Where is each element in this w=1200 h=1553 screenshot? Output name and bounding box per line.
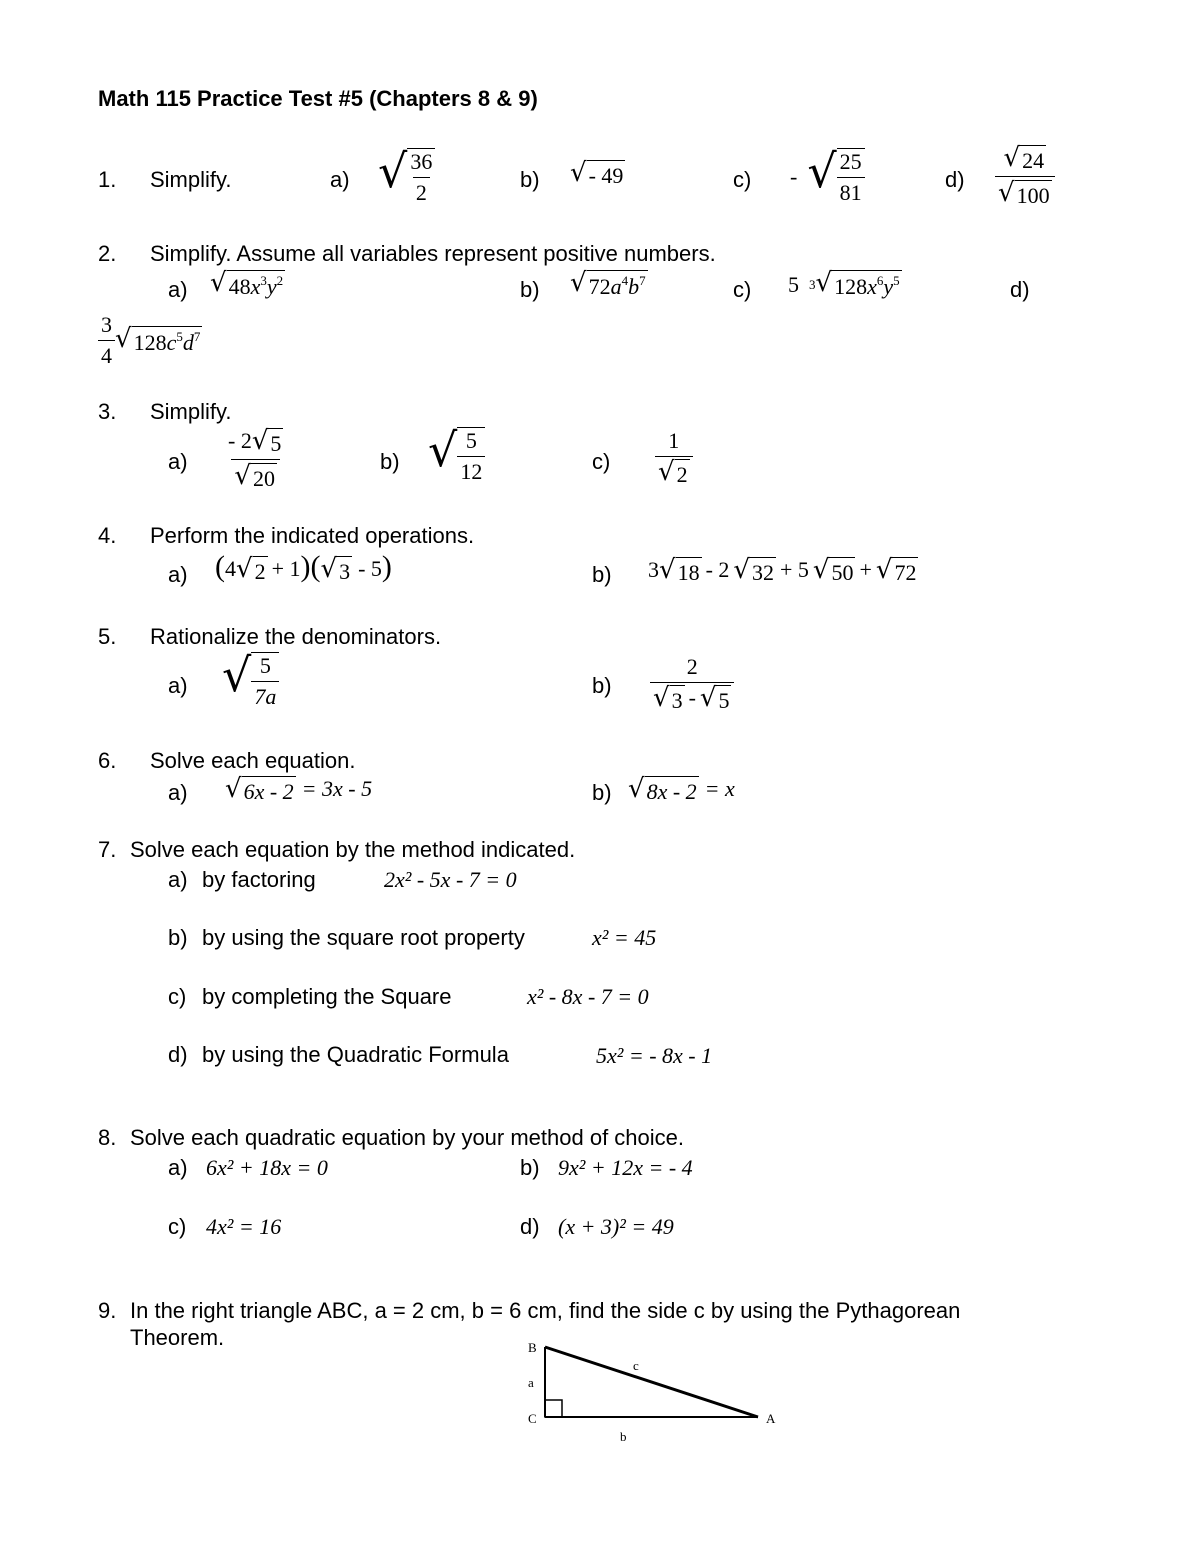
part-label: d) [1010,277,1030,302]
vertex-label-a: A [766,1411,776,1426]
question-number: 3. [98,399,117,424]
question-number: 4. [98,523,117,548]
expression-2d: $\frac{3}{4}$ √ $128c^5d^7$ [98,312,202,369]
expression-3b: √ $\frac{5}{12}$ [428,427,485,485]
expression-1c: - √ $\frac{25}{81}$ [790,148,865,206]
vertex-label-c: C [528,1411,537,1426]
method-label: by completing the Square [202,984,452,1009]
part-label: a) [168,1155,188,1180]
part-label: b) [520,167,540,192]
vertex-label-b: B [528,1340,537,1355]
question-number: 9. [98,1298,117,1323]
expression-1b: √ - 49 [570,158,624,189]
question-number: 5. [98,624,117,649]
expression-5a: √ $\frac{5}{7a}$ [222,652,279,710]
part-label: a) [168,780,188,805]
expression-2c: 5 3 √ $128x^6y^5$ [788,268,900,299]
part-label: b) [592,780,612,805]
side-c [545,1347,758,1417]
part-label: b) [520,277,540,302]
part-label: a) [168,277,188,302]
part-label: b) [380,449,400,474]
part-label: b) [592,673,612,698]
side-label-b: b [620,1429,627,1444]
part-label: c) [733,277,752,302]
page-title: Math 115 Practice Test #5 (Chapters 8 & 9) [98,86,538,111]
expression-2b: √ $72a^4b^7$ [570,268,646,299]
part-label: c) [733,167,752,192]
expression-3a: - 2 √ 5 √ 20 [228,426,282,491]
equation-8b: 9x² + 12x = - 4 [558,1155,693,1180]
part-label: c) [168,1214,187,1239]
question-prompt: Solve each equation by the method indicated. [130,837,576,862]
part-label: b) [520,1155,540,1180]
part-label: a) [168,562,188,587]
part-label: b) [168,925,188,950]
question-number: 1. [98,167,117,192]
equation-7d: 5x² = - 8x - 1 [596,1043,713,1068]
equation-7c: x² - 8x - 7 = 0 [527,984,649,1009]
question-number: 6. [98,748,117,773]
question-number: 8. [98,1125,117,1150]
side-label-a: a [528,1375,534,1390]
equation-8d: (x + 3)² = 49 [558,1214,674,1239]
right-triangle-diagram [520,1335,790,1450]
part-label: c) [168,984,187,1009]
part-label: a) [168,449,188,474]
question-prompt: Simplify. Assume all variables represent positive numbers. [150,241,716,266]
question-prompt: In the right triangle ABC, a = 2 cm, b = 6 cm, find the side c by using the Pythagorean [130,1298,961,1323]
expression-4b: 3 √ 18 - 2 √ 32 + 5 √ 50 + √ 72 [648,555,917,586]
part-label: a) [168,673,188,698]
part-label: c) [592,449,611,474]
part-label: d) [168,1042,188,1067]
method-label: by using the square root property [202,925,525,950]
part-label: b) [592,562,612,587]
expression-1a: √ $\frac{36}{2}$ [378,148,435,206]
expression-4a: (4 √ 2 + 1)( √ 3 - 5) [215,550,392,585]
expression-6a: √ 6x - 2 = 3x - 5 [225,774,373,805]
right-angle-marker [545,1400,562,1417]
question-prompt: Rationalize the denominators. [150,624,442,649]
question-prompt: Simplify. [150,399,232,424]
method-label: by using the Quadratic Formula [202,1042,509,1067]
side-label-c: c [633,1358,639,1373]
question-prompt: Perform the indicated operations. [150,523,475,548]
question-prompt: Simplify. [150,167,232,192]
expression-6b: √ 8x - 2 = x [628,774,735,805]
question-prompt: Solve each quadratic equation by your method of choice. [130,1125,685,1150]
expression-3c: 1 √ 2 [655,428,693,488]
part-label: d) [945,167,965,192]
question-prompt-continued: Theorem. [130,1325,225,1350]
equation-7a: 2x² - 5x - 7 = 0 [384,867,517,892]
question-number: 2. [98,241,117,266]
part-label: a) [330,167,350,192]
expression-5b: 2 √ 3 - √ 5 [650,654,734,714]
equation-8c: 4x² = 16 [206,1214,282,1239]
method-label: by factoring [202,867,316,892]
equation-8a: 6x² + 18x = 0 [206,1155,328,1180]
part-label: a) [168,867,188,892]
part-label: d) [520,1214,540,1239]
equation-7b: x² = 45 [592,925,657,950]
expression-2a: √ $48x^3y^2$ [210,268,284,299]
expression-1d: √ 24 √ 100 [995,145,1055,209]
question-number: 7. [98,837,117,862]
question-prompt: Solve each equation. [150,748,356,773]
